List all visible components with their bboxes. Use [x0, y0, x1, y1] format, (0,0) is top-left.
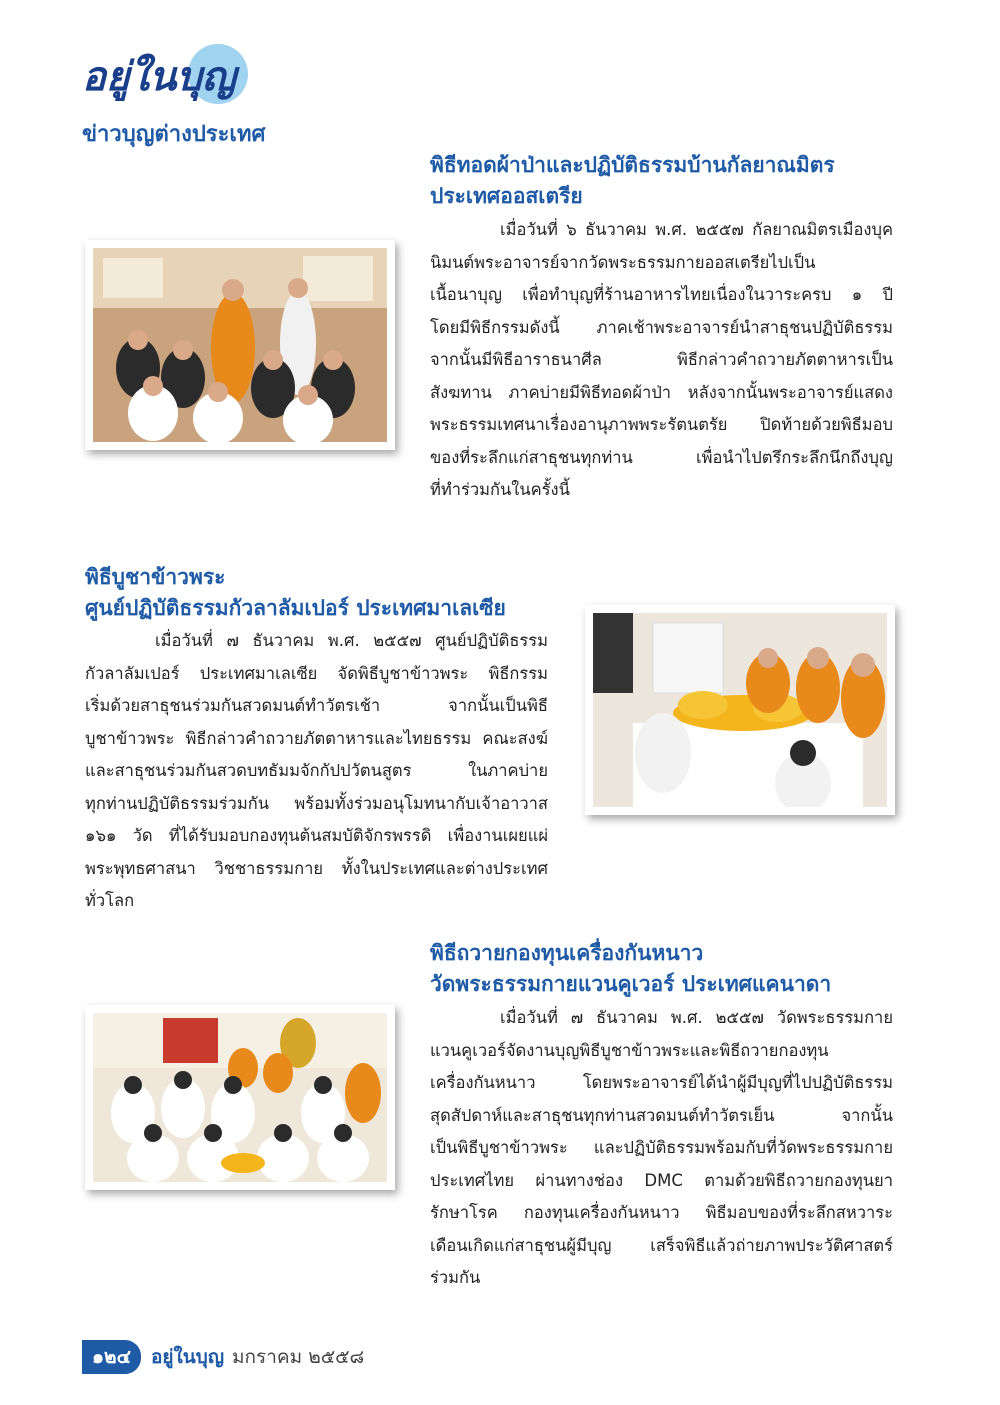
- body-line: ๑๖๑ วัด ที่ได้รับมอบกองทุนต้นสมบัติจักรพรรดิ เพื่องานเผยแผ่: [85, 826, 548, 845]
- logo-text: อยู่ในบุญ: [82, 53, 236, 100]
- article-1-title: [430, 150, 835, 212]
- body-line: เริ่มด้วยสาธุชนร่วมกันสวดมนต์ทำวัตรเช้า จากนั้นเป็นพิธี: [85, 696, 548, 715]
- body-line: โดยมีพิธีกรรมดังนี้ ภาคเช้าพระอาจารย์นำสาธุชนปฏิบัติธรรม: [430, 317, 893, 337]
- magazine-logo: [78, 40, 258, 112]
- body-line: เครื่องกันหนาว โดยพระอาจารย์ได้นำผู้มีบุญที่ไปปฏิบัติธรรม: [430, 1073, 893, 1092]
- body-line: ที่ทำร่วมกันในครั้งนี้: [430, 480, 570, 499]
- body-line: เมื่อวันที่ ๗ ธันวาคม พ.ศ. ๒๕๕๗ วัดพระธรรมกาย: [500, 1008, 893, 1027]
- article-2-title-line: พิธีบูชาข้าวพระ: [85, 565, 226, 589]
- page-footer: [82, 1340, 364, 1374]
- issue-date: มกราคม ๒๕๕๘: [232, 1346, 365, 1368]
- body-line: รักษาโรค กองทุนเครื่องกันหนาว พิธีมอบของที่ระลึกสหวาระ: [430, 1203, 893, 1222]
- body-line: พระธรรมเทศนาเรื่องอานุภาพพระรัตนตรัย ปิดท้ายด้วยพิธีมอบ: [430, 415, 893, 434]
- magazine-name: อยู่ในบุญ: [150, 1346, 225, 1368]
- section-title: ข่าวบุญต่างประเทศ: [82, 122, 266, 147]
- article-2-body: [85, 625, 548, 918]
- article-1-title-line: พิธีทอดผ้าป่าและปฏิบัติธรรมบ้านกัลยาณมิตร: [430, 153, 835, 177]
- body-line: บูชาข้าวพระ พิธีกล่าวคำถวายภัตตาหารและไทยธรรม คณะสงฆ์: [85, 728, 548, 748]
- article-3-title-line: วัดพระธรรมกายแวนคูเวอร์ ประเทศแคนาดา: [430, 972, 832, 996]
- photo-canada-group: [85, 1005, 395, 1190]
- body-line: เมื่อวันที่ ๗ ธันวาคม พ.ศ. ๒๕๕๗ ศูนย์ปฏิบัติธรรม: [155, 631, 548, 650]
- body-line: ทุกท่านปฏิบัติธรรมร่วมกัน พร้อมทั้งร่วมอนุโมทนากับเจ้าอาวาส: [85, 793, 548, 813]
- page-number: ๑๒๔: [82, 1340, 141, 1374]
- photo-austria-group: [85, 240, 395, 450]
- body-line: แวนคูเวอร์จัดงานบุญพิธีบูชาข้าวพระและพิธีถวายกองทุน: [430, 1040, 829, 1060]
- body-line: เดือนเกิดแก่สาธุชนผู้มีบุญ เสร็จพิธีแล้วถ่ายภาพประวัติศาสตร์: [430, 1235, 893, 1255]
- body-line: สุดสัปดาห์และสาธุชนทุกท่านสวดมนต์ทำวัตรเย็น จากนั้น: [430, 1105, 893, 1125]
- body-line: จากนั้นมีพิธีอาราธนาศีล พิธีกล่าวคำถวายภัตตาหารเป็น: [430, 350, 893, 369]
- body-line: ทั่วโลก: [85, 891, 135, 910]
- photo-malaysia-offering: [585, 605, 895, 815]
- body-line: ประเทศไทย ผ่านทางช่อง DMC ตามด้วยพิธีถวายกองทุนยา: [430, 1170, 893, 1190]
- article-3-title-line: พิธีถวายกองทุนเครื่องกันหนาว: [430, 941, 704, 965]
- article-2-title: [85, 562, 506, 624]
- body-line: ร่วมกัน: [430, 1268, 481, 1287]
- body-line: เป็นพิธีบูชาข้าวพระ และปฏิบัติธรรมพร้อมกับที่วัดพระธรรมกาย: [430, 1138, 893, 1157]
- article-2-title-line: ศูนย์ปฏิบัติธรรมกัวลาลัมเปอร์ ประเทศมาเลเซีย: [85, 596, 506, 620]
- body-line: กัวลาลัมเปอร์ ประเทศมาเลเซีย จัดพิธีบูชาข้าวพระ พิธีกรรม: [85, 663, 548, 683]
- body-line: นิมนต์พระอาจารย์จากวัดพระธรรมกายออสเตรียไปเป็น: [430, 252, 816, 272]
- article-3-title: [430, 938, 831, 1000]
- body-line: เมื่อวันที่ ๖ ธันวาคม พ.ศ. ๒๕๕๗ กัลยาณมิตรเมืองบุค: [500, 220, 893, 239]
- body-line: สังฆทาน ภาคบ่ายมีพิธีทอดผ้าป่า หลังจากนั้นพระอาจารย์แสดง: [430, 382, 893, 402]
- body-line: ของที่ระลึกแก่สาธุชนทุกท่าน เพื่อนำไปตรึกระลึกนึกถึงบุญ: [430, 447, 893, 467]
- article-3-body: [430, 1002, 893, 1295]
- body-line: และสาธุชนร่วมกันสวดบทธัมมจักกัปปวัตนสูตร ในภาคบ่าย: [85, 761, 548, 780]
- article-1-body: [430, 214, 893, 507]
- body-line: พระพุทธศาสนา วิชชาธรรมกาย ทั้งในประเทศและต่างประเทศ: [85, 858, 548, 878]
- article-1-title-line: ประเทศออสเตรีย: [430, 184, 583, 208]
- body-line: เนื้อนาบุญ เพื่อทำบุญที่ร้านอาหารไทยเนื่องในวาระครบ ๑ ปี: [430, 285, 893, 304]
- logo-graphic: [78, 40, 258, 112]
